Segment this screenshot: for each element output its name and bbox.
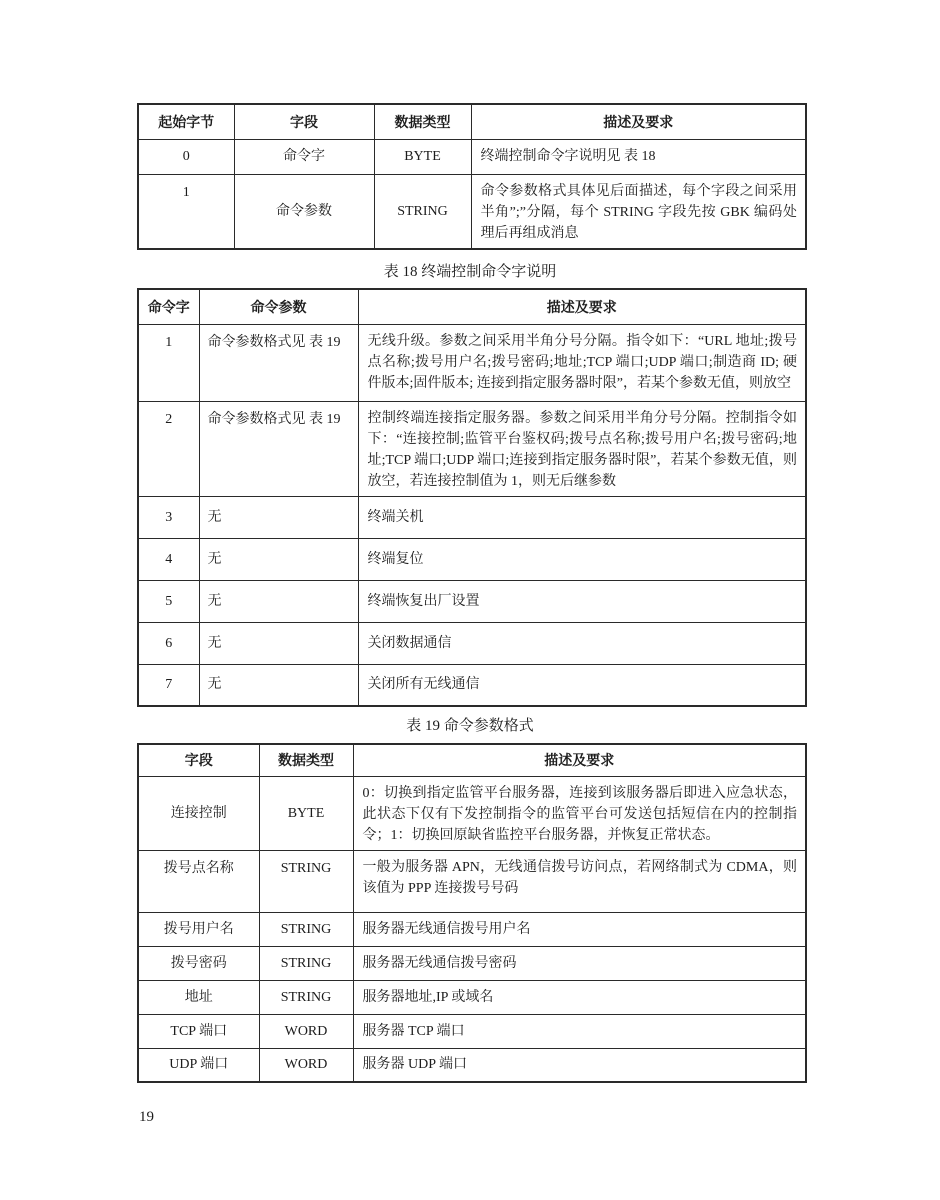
- field-cell: 地址: [138, 980, 259, 1014]
- table-row: [138, 1014, 806, 1048]
- data-type-cell: WORD: [259, 1014, 353, 1048]
- table-19-caption: 表 19 命令参数格式: [406, 718, 534, 734]
- command-param-cell: 无: [199, 496, 358, 538]
- description-cell: 无线升级。参数之间采用半角分号分隔。指令如下：“URL 地址;拨号点名称;拨号用户名;拨号密码;地址;TCP 端口;UDP 端口;制造商 ID; 硬件版本;固件版本; 连接到指定服务器时限”，若某个参数无值，则放空: [358, 324, 806, 401]
- table-row: [138, 664, 806, 706]
- table-header-row: [138, 104, 806, 139]
- table-18-caption: 表 18 终端控制命令字说明: [383, 264, 557, 280]
- command-word-cell: 3: [138, 496, 199, 538]
- command-word-cell: 4: [138, 538, 199, 580]
- table-row: [138, 538, 806, 580]
- description-cell: 一般为服务器 APN，无线通信拨号访问点，若网络制式为 CDMA，则该值为 PPP 连接拨号号码: [353, 850, 806, 912]
- command-param-cell: 无: [199, 664, 358, 706]
- table-19-param-format: [137, 743, 807, 1083]
- table-row: [138, 324, 806, 401]
- data-type-cell: WORD: [259, 1048, 353, 1082]
- description-cell: 控制终端连接指定服务器。参数之间采用半角分号分隔。控制指令如下：“连接控制;监管平台鉴权码;拨号点名称;拨号用户名;拨号密码;地址;TCP 端口;UDP 端口;连接到指定服务器时限”，若某个参数无值，则放空，若连接控制值为 1，则无后继参数: [358, 401, 806, 496]
- field-cell: TCP 端口: [138, 1014, 259, 1048]
- command-param-cell: 无: [199, 580, 358, 622]
- header-field: 字段: [234, 104, 374, 139]
- command-word-cell: 5: [138, 580, 199, 622]
- header-description: 描述及要求: [353, 744, 806, 776]
- header-start-byte: 起始字节: [138, 104, 234, 139]
- description-cell: 服务器地址,IP 或域名: [353, 980, 806, 1014]
- table-row: [138, 580, 806, 622]
- description-cell: 关闭所有无线通信: [358, 664, 806, 706]
- table-row: [138, 776, 806, 850]
- data-type-cell: BYTE: [259, 776, 353, 850]
- table-row: [138, 1048, 806, 1082]
- description-cell: 终端复位: [358, 538, 806, 580]
- description-cell: 终端关机: [358, 496, 806, 538]
- start-byte-cell: 0: [138, 139, 234, 174]
- table-header-row: [138, 744, 806, 776]
- header-description: 描述及要求: [358, 289, 806, 324]
- field-cell: 命令字: [234, 139, 374, 174]
- field-cell: 拨号用户名: [138, 912, 259, 946]
- command-word-cell: 1: [138, 324, 199, 401]
- description-cell: 关闭数据通信: [358, 622, 806, 664]
- table-row: [138, 850, 806, 912]
- header-data-type: 数据类型: [374, 104, 471, 139]
- command-param-cell: 命令参数格式见 表 19: [199, 401, 358, 496]
- header-data-type: 数据类型: [259, 744, 353, 776]
- command-param-cell: 无: [199, 622, 358, 664]
- data-type-cell: STRING: [259, 850, 353, 912]
- field-cell: UDP 端口: [138, 1048, 259, 1082]
- data-type-cell: BYTE: [374, 139, 471, 174]
- table-row: [138, 980, 806, 1014]
- description-cell: 服务器 UDP 端口: [353, 1048, 806, 1082]
- message-body-table: [137, 103, 807, 250]
- description-cell: 服务器无线通信拨号用户名: [353, 912, 806, 946]
- field-cell: 拨号点名称: [138, 850, 259, 912]
- table-row: [138, 139, 806, 174]
- field-cell: 命令参数: [234, 174, 374, 249]
- table-row: [138, 401, 806, 496]
- description-cell: 命令参数格式具体见后面描述，每个字段之间采用半角”;”分隔，每个 STRING 字段先按 GBK 编码处理后再组成消息: [471, 174, 806, 249]
- table-header-row: [138, 289, 806, 324]
- command-param-cell: 无: [199, 538, 358, 580]
- header-description: 描述及要求: [471, 104, 806, 139]
- data-type-cell: STRING: [259, 946, 353, 980]
- command-param-cell: 命令参数格式见 表 19: [199, 324, 358, 401]
- description-cell: 终端控制命令字说明见 表 18: [471, 139, 806, 174]
- description-cell: 服务器 TCP 端口: [353, 1014, 806, 1048]
- table-row: [138, 622, 806, 664]
- header-command-word: 命令字: [138, 289, 199, 324]
- command-word-cell: 2: [138, 401, 199, 496]
- table-18-command-words: [137, 288, 807, 707]
- description-cell: 服务器无线通信拨号密码: [353, 946, 806, 980]
- header-field: 字段: [138, 744, 259, 776]
- description-cell: 0：切换到指定监管平台服务器，连接到该服务器后即进入应急状态，此状态下仅有下发控制指令的监管平台可发送包括短信在内的控制指令；1：切换回原缺省监控平台服务器，并恢复正常状态。: [353, 776, 806, 850]
- command-word-cell: 6: [138, 622, 199, 664]
- description-cell: 终端恢复出厂设置: [358, 580, 806, 622]
- header-command-param: 命令参数: [199, 289, 358, 324]
- data-type-cell: STRING: [374, 174, 471, 249]
- data-type-cell: STRING: [259, 980, 353, 1014]
- field-cell: 拨号密码: [138, 946, 259, 980]
- table-row: [138, 496, 806, 538]
- table-row: [138, 946, 806, 980]
- data-type-cell: STRING: [259, 912, 353, 946]
- table-row: [138, 174, 806, 249]
- field-cell: 连接控制: [138, 776, 259, 850]
- table-row: [138, 912, 806, 946]
- start-byte-cell: 1: [138, 174, 234, 249]
- command-word-cell: 7: [138, 664, 199, 706]
- page-number: 19: [139, 1109, 154, 1125]
